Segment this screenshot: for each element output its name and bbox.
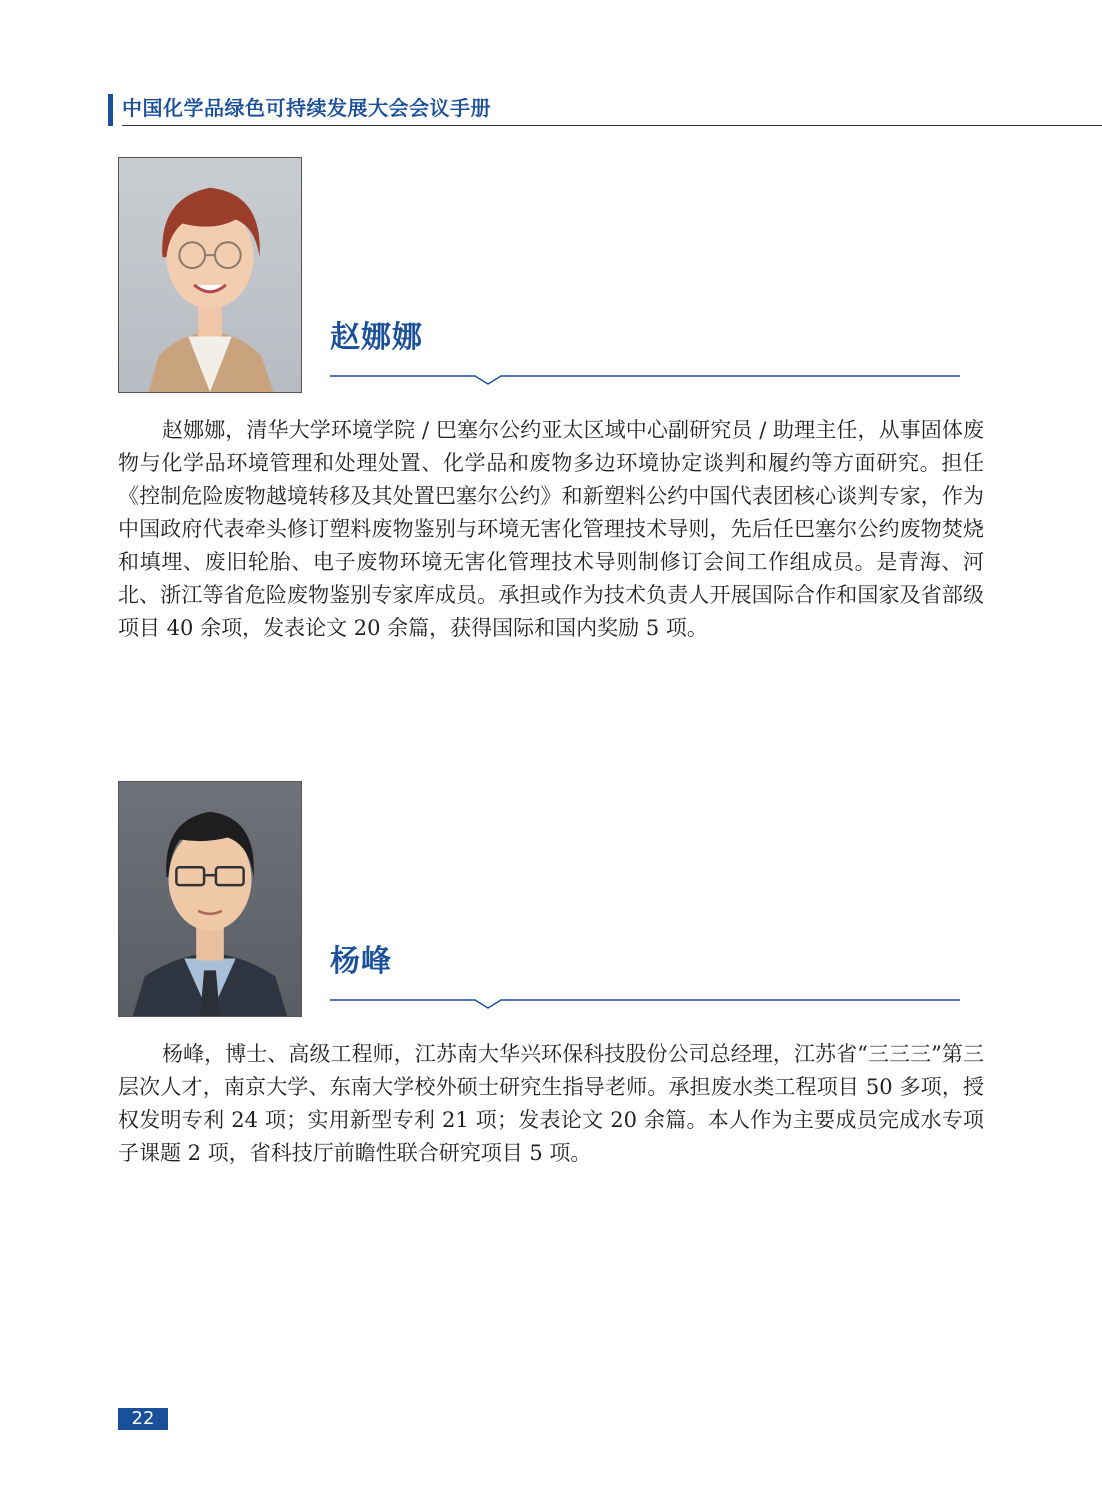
speaker-photo-zhao xyxy=(118,157,302,393)
header-title: 中国化学品绿色可持续发展大会会议手册 xyxy=(122,96,491,120)
speaker-name: 赵娜娜 xyxy=(330,320,423,355)
running-header xyxy=(108,90,1102,128)
speaker-bio: 杨峰，博士、高级工程师，江苏南大华兴环保科技股份公司总经理，江苏省“三三三”第三层次人才，南京大学、东南大学校外硕士研究生指导老师。承担废水类工程项目 50 多项，授权发明专利 24 项；实用新型专利 21 项；发表论文 20 余篇。本人作为主要成员完成水专项子课题 2 项，省科技厅前瞻性联合研究项目 5 项。 xyxy=(118,1042,984,1165)
speaker-name: 杨峰 xyxy=(330,944,392,979)
name-divider xyxy=(330,994,960,1010)
header-rule xyxy=(122,125,1102,126)
name-divider xyxy=(330,370,960,386)
page-number: 22 xyxy=(118,1408,168,1430)
speaker-photo-yang xyxy=(118,781,302,1017)
header-accent-bar xyxy=(108,94,113,126)
speaker-bio: 赵娜娜，清华大学环境学院 / 巴塞尔公约亚太区域中心副研究员 / 助理主任，从事固体废物与化学品环境管理和处理处置、化学品和废物多边环境协定谈判和履约等方面研究。担任《控制危险废物越境转移及其处置巴塞尔公约》和新塑料公约中国代表团核心谈判专家，作为中国政府代表牵头修订塑料废物鉴别与环境无害化管理技术导则，先后任巴塞尔公约废物焚烧和填埋、废旧轮胎、电子废物环境无害化管理技术导则制修订会间工作组成员。是青海、河北、浙江等省危险废物鉴别专家库成员。承担或作为技术负责人开展国际合作和国家及省部级项目 40 余项，发表论文 20 余篇，获得国际和国内奖励 5 项。 xyxy=(118,418,984,640)
